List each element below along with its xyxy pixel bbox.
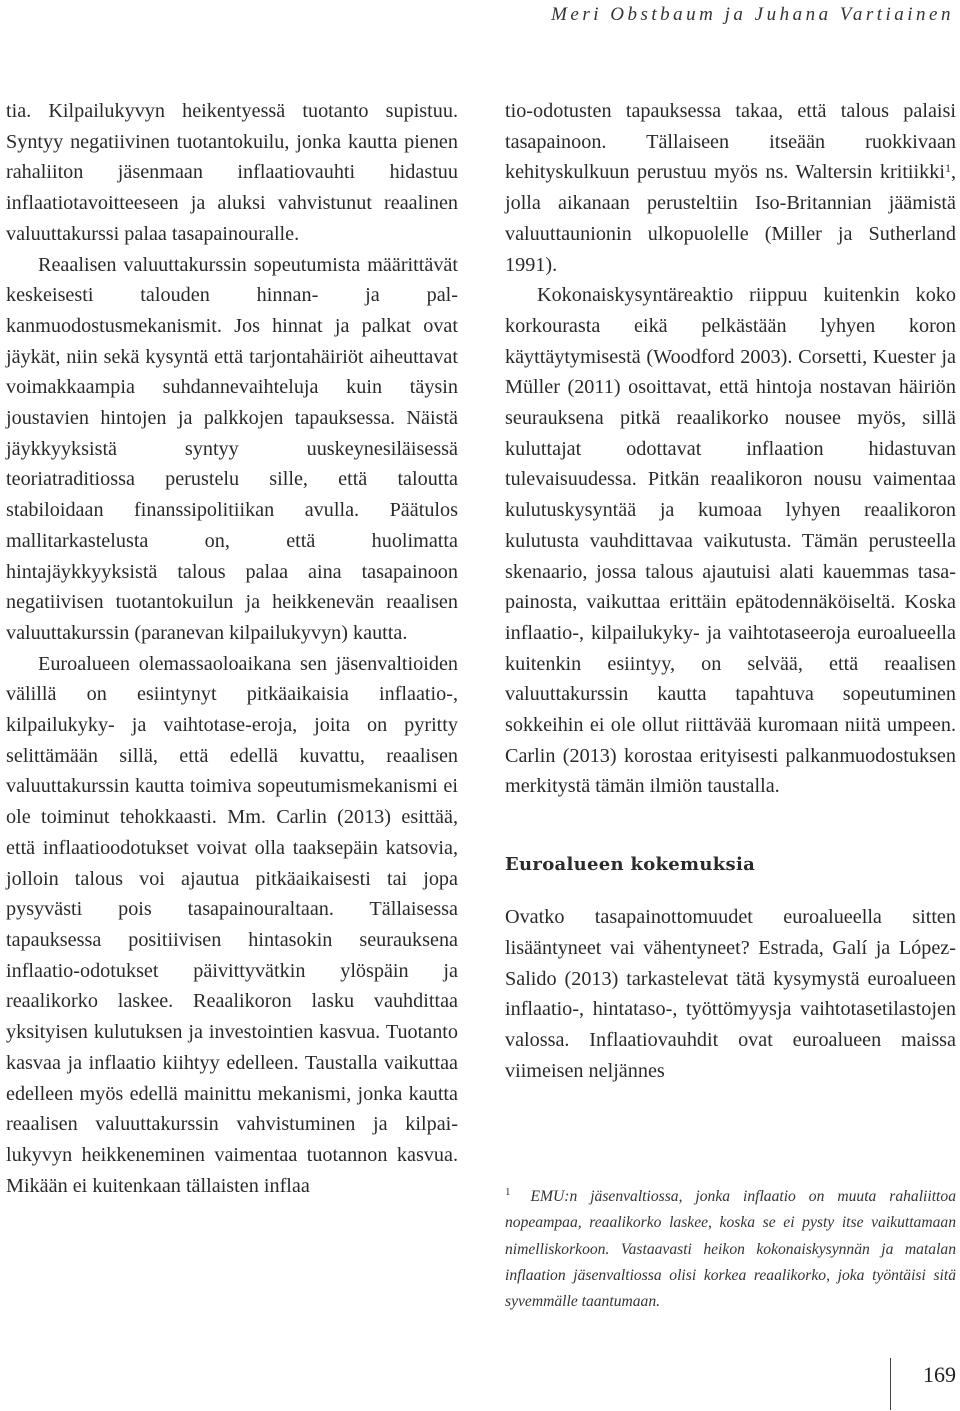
right-column <box>505 96 956 1086</box>
paragraph: Kokonaiskysyntäreaktio riippuu kuitenkin koko korkourasta eikä pelkästään lyhyen koron käyttäytymisestä (Woodford 2003). Corsetti, Kuester ja Müller (2011) osoittavat, että hintoja nostavan häiriön seurauksena pitkä reaalikorko nousee myös, sillä kuluttajat odottavat inflaation hidastuvan tulevaisuudessa. Pitkän reaalikoron nousu vaimentaa kulutuskysyntää ja kumoaa lyhyen reaalikoron kulutusta vauhdittavaa vaikutusta. Tämän perusteella skenaario, jossa talous ajautuisi alati kauemmas tasapainosta, vaikuttaa erittäin epätodennäköiseltä. Koska inflaatio-, kilpailukyky- ja vaihtotaseeroja euroalueella kuitenkin esiintyy, on selvää, että reaalisen valuuttakurssin kautta tapahtuva sopeutuminen sokkeihin ei ole ollut riittävää kuromaan niitä umpeen. Carlin (2013) korostaa erityisesti palkanmuodostuksen merkitystä tämän ilmiön taustalla. <box>505 284 956 798</box>
paragraph: Euroalueen olemassaoloaikana sen jäsenvaltioiden välillä on esiintynyt pitkäaikaisia inflaatio-, kilpailukyky- ja vaihtotase-eroja, joita on pyritty selittämään sillä, että edellä kuvattu, reaalisen valuuttakurssin kautta toimiva sopeutumismekanismi ei ole toiminut tehokkaasti. Mm. Carlin (2013) esittää, että inflaatioodotukset voivat olla taaksepäin katsovia, jolloin talous voi ajautua pitkäaikaisesti tai jopa pysyvästi pois tasapainouraltaan. Tällaisessa tapauksessa positiivisen hintasokin seurauksena inflaatio-odotukset päivittyvätkin ylöspäin ja reaalikorko laskee. Reaalikoron lasku vauhdittaa yksityisen kulutuksen ja investointien kasvua. Tuotanto kasvaa ja inflaatio kiihtyy edelleen. Taustalla vaikuttaa edelleen myös edellä mainittu mekanismi, jonka kautta reaalisen valuuttakurssin vahvistuminen ja kilpailukyvyn heikkeneminen vaimentaa tuotannon kasvua. Mikään ei kuitenkaan tällaisten inflaa <box>6 652 458 1197</box>
page-number-divider <box>890 1358 891 1410</box>
footnote <box>505 1184 956 1315</box>
paragraph-text: , jolla aikanaan perusteltiin Iso-Britannian jäämistä valuuttaunionin ulkopuolelle (Miller ja Sutherland 1991). <box>505 161 956 276</box>
page-number: 169 <box>923 1362 956 1387</box>
footnote-reference[interactable]: 1 <box>944 161 951 176</box>
paragraph-text: tio-odotusten tapauksessa takaa, että talous palaisi tasapainoon. Tällaiseen itseään ruokkivaan kehityskulkuun perustuu myös ns. Waltersin kritiikki <box>505 100 956 184</box>
footnote-text: EMU:n jäsenvaltiossa, jonka inflaatio on muuta rahaliittoa nopeampaa, reaalikorko laskee, koska se ei pysty itse vaikuttamaan nimelliskorkoon. Vastaavasti heikon kokonaiskysynnän ja matalan inflaation jäsenvaltiossa olisi korkea reaalikorko, joka työntäisi sitä syvemmälle taantumaan. <box>505 1188 956 1311</box>
paragraph: tia. Kilpailukyvyn heikentyessä tuotanto supistuu. Syntyy negatiivinen tuotantokuilu, jonka kautta pienen rahaliiton jäsenmaan inflaatiovauhti hidastuu inflaatiotavoitteeseen ja aluksi vahvistunut reaalinen valuuttakurssi palaa tasapainouralle. <box>6 100 458 245</box>
running-head: Meri Obstbaum ja Juhana Vartiainen <box>551 4 954 25</box>
paragraph <box>505 96 956 280</box>
paragraph: Reaalisen valuuttakurssin sopeutumista määrittävät keskeisesti talouden hinnan- ja palkanmuodostusmekanismit. Jos hinnat ja palkat ovat jäykät, niin sekä kysyntä että tarjontahäiriöt aiheuttavat voimakkaampia suhdannevaihteluja kuin täysin joustavien hintojen ja palkkojen tapauksessa. Näistä jäykkyyksistä syntyy uuskeynesiläisessä teoriatraditiossa perustelu sille, että taloutta stabiloidaan finanssipolitiikan avulla. Päätulos mallitarkastelusta on, että huolimatta hintajäykkyyksistä talous palaa aina tasapainoon negatiivisen tuotantokuilun ja heikkenevän reaalisen valuuttakurssin (paranevan kilpailukyvyn) kautta. <box>6 253 458 644</box>
section-heading: Euroalueen kokemuksia <box>505 854 756 876</box>
paragraph: Ovatko tasapainottomuudet euroalueella sitten lisääntyneet vai vähentyneet? Estrada, Galí ja López-Salido (2013) tarkastelevat tätä kysymystä euroalueen inflaatio-, hintataso-, työttömyysja vaihtotasetilastojen valossa. Inflaatiovauhdit ovat euroalueen maissa viimeisen neljännes <box>505 906 956 1082</box>
footnote-mark: 1 <box>505 1186 511 1198</box>
left-column <box>6 96 458 1201</box>
